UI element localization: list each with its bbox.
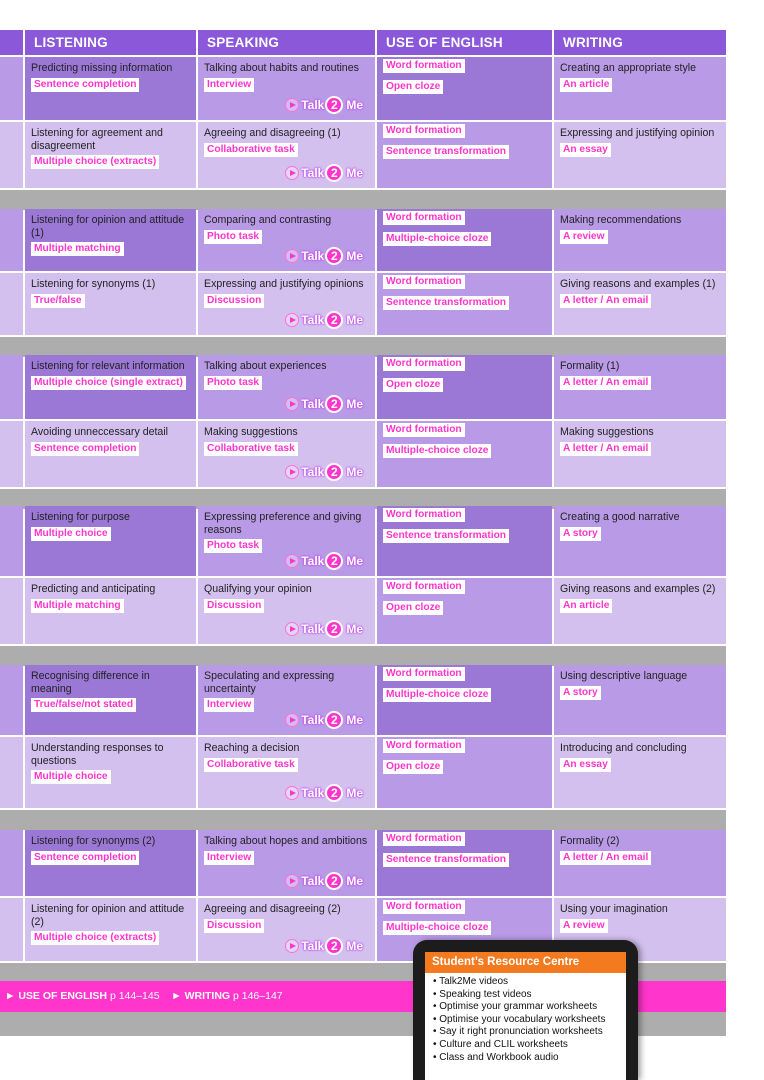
play-icon bbox=[285, 713, 299, 727]
talk2me-word: Talk bbox=[301, 621, 325, 636]
task-tag: A letter / An email bbox=[560, 442, 651, 456]
cell-listening bbox=[25, 57, 196, 120]
cell-listening bbox=[25, 578, 196, 644]
skill-text: Listening for opinion and attitude (1) bbox=[31, 214, 185, 239]
task-tag: A letter / An email bbox=[560, 294, 651, 308]
play-icon bbox=[285, 313, 299, 327]
skill-text: Creating an appropriate style bbox=[560, 62, 697, 74]
task-tag: Word formation bbox=[383, 739, 465, 753]
talk2me-digit: 2 bbox=[325, 395, 343, 413]
talk2me-digit: 2 bbox=[325, 937, 343, 955]
skill-text: Formality (2) bbox=[560, 835, 620, 847]
task-tag: Interview bbox=[204, 851, 254, 865]
task-tag: Word formation bbox=[383, 832, 465, 846]
task-tag: Collaborative task bbox=[204, 442, 298, 456]
talk2me-word: Talk bbox=[301, 312, 325, 327]
cell-use-of-english bbox=[377, 355, 552, 419]
cell-use-of-english bbox=[377, 273, 552, 335]
resource-item: • Optimise your grammar worksheets bbox=[433, 1001, 626, 1014]
play-icon bbox=[285, 874, 299, 888]
cell-use-of-english bbox=[377, 578, 552, 644]
talk2me-digit: 2 bbox=[325, 784, 343, 802]
footer-use-of-english-pages: p 144–145 bbox=[109, 990, 160, 1002]
cell-writing bbox=[554, 355, 726, 419]
unit-stub bbox=[0, 122, 23, 188]
talk2me-badge[interactable] bbox=[285, 552, 363, 570]
cell-writing bbox=[554, 122, 726, 188]
task-tag: An article bbox=[560, 599, 612, 613]
skill-text: Reaching a decision bbox=[204, 742, 300, 754]
task-tag: Open cloze bbox=[383, 601, 443, 615]
skill-text: Giving reasons and examples (1) bbox=[560, 278, 716, 290]
unit-stub bbox=[0, 830, 23, 896]
cell-use-of-english bbox=[377, 665, 552, 735]
cell-speaking bbox=[198, 355, 375, 419]
cell-speaking bbox=[198, 830, 375, 896]
cell-use-of-english bbox=[377, 421, 552, 487]
task-tag: Collaborative task bbox=[204, 143, 298, 157]
unit-stub bbox=[0, 273, 23, 335]
cell-writing bbox=[554, 209, 726, 271]
footer-use-of-english-label: USE OF ENGLISH bbox=[18, 990, 108, 1002]
header-writing: WRITING bbox=[554, 30, 726, 55]
header-speaking: SPEAKING bbox=[198, 30, 375, 55]
arrow-icon: ► bbox=[5, 990, 16, 1002]
task-tag: A story bbox=[560, 686, 601, 700]
talk2me-badge[interactable] bbox=[285, 311, 363, 329]
talk2me-word: Me bbox=[346, 712, 363, 727]
task-tag: A letter / An email bbox=[560, 851, 651, 865]
task-tag: Multiple choice bbox=[31, 770, 111, 784]
skill-text: Listening for relevant information bbox=[31, 360, 185, 372]
skill-text: Talking about experiences bbox=[204, 360, 327, 372]
resource-item: • Optimise your vocabulary worksheets bbox=[433, 1014, 626, 1027]
task-tag: An essay bbox=[560, 143, 611, 157]
skill-text: Making suggestions bbox=[560, 426, 654, 438]
talk2me-word: Talk bbox=[301, 938, 325, 953]
task-tag: Open cloze bbox=[383, 378, 443, 392]
play-icon bbox=[285, 166, 299, 180]
skill-text: Making suggestions bbox=[204, 426, 298, 438]
task-tag: Multiple-choice cloze bbox=[383, 232, 491, 246]
task-tag: Sentence transformation bbox=[383, 296, 509, 310]
resource-centre-title: Student’s Resource Centre bbox=[425, 952, 626, 973]
task-tag: Photo task bbox=[204, 539, 262, 553]
task-tag: Interview bbox=[204, 78, 254, 92]
task-tag: Word formation bbox=[383, 667, 465, 681]
cell-writing bbox=[554, 506, 726, 576]
unit-stub bbox=[0, 421, 23, 487]
unit-stub bbox=[0, 665, 23, 735]
skill-text: Expressing and justifying opinions bbox=[204, 278, 364, 290]
cell-use-of-english bbox=[377, 57, 552, 120]
cell-speaking bbox=[198, 421, 375, 487]
resource-item: • Say it right pronunciation worksheets bbox=[433, 1026, 626, 1039]
talk2me-digit: 2 bbox=[325, 311, 343, 329]
task-tag: A letter / An email bbox=[560, 376, 651, 390]
cell-speaking bbox=[198, 506, 375, 576]
cell-use-of-english bbox=[377, 737, 552, 808]
task-tag: Word formation bbox=[383, 900, 465, 914]
task-tag: Word formation bbox=[383, 508, 465, 522]
task-tag: Open cloze bbox=[383, 760, 443, 774]
skill-text: Comparing and contrasting bbox=[204, 214, 332, 226]
skill-text: Using your imagination bbox=[560, 903, 668, 915]
talk2me-word: Me bbox=[346, 165, 363, 180]
talk2me-word: Me bbox=[346, 621, 363, 636]
talk2me-digit: 2 bbox=[325, 620, 343, 638]
footer-writing-pages: p 146–147 bbox=[233, 990, 283, 1002]
cell-writing bbox=[554, 578, 726, 644]
talk2me-word: Talk bbox=[301, 396, 325, 411]
talk2me-digit: 2 bbox=[325, 872, 343, 890]
task-tag: Sentence completion bbox=[31, 851, 139, 865]
cell-listening bbox=[25, 830, 196, 896]
task-tag: Sentence completion bbox=[31, 78, 139, 92]
skill-text: Listening for opinion and attitude (2) bbox=[31, 903, 185, 928]
talk2me-word: Me bbox=[346, 785, 363, 800]
task-tag: An essay bbox=[560, 758, 611, 772]
task-tag: Collaborative task bbox=[204, 758, 298, 772]
talk2me-badge[interactable] bbox=[285, 96, 363, 114]
talk2me-badge[interactable] bbox=[285, 937, 363, 955]
talk2me-word: Talk bbox=[301, 785, 325, 800]
skill-text: Agreeing and disagreeing (1) bbox=[204, 127, 341, 139]
talk2me-word: Me bbox=[346, 938, 363, 953]
task-tag: Multiple choice bbox=[31, 527, 111, 541]
unit-stub bbox=[0, 737, 23, 808]
cell-speaking bbox=[198, 665, 375, 735]
task-tag: Multiple matching bbox=[31, 242, 124, 256]
talk2me-word: Me bbox=[346, 396, 363, 411]
cell-speaking bbox=[198, 57, 375, 120]
task-tag: Multiple choice (single extract) bbox=[31, 376, 186, 390]
skill-text: Recognising difference in meaning bbox=[31, 670, 150, 695]
cell-listening bbox=[25, 273, 196, 335]
cell-writing bbox=[554, 830, 726, 896]
cell-speaking bbox=[198, 578, 375, 644]
skill-text: Talking about habits and routines bbox=[204, 62, 359, 74]
task-tag: A review bbox=[560, 919, 608, 933]
task-tag: Open cloze bbox=[383, 80, 443, 94]
task-tag: True/false bbox=[31, 294, 85, 308]
talk2me-word: Talk bbox=[301, 873, 325, 888]
task-tag: Word formation bbox=[383, 357, 465, 371]
task-tag: Word formation bbox=[383, 423, 465, 437]
task-tag: True/false/not stated bbox=[31, 698, 136, 712]
talk2me-badge[interactable] bbox=[285, 247, 363, 265]
skill-text: Expressing preference and giving reasons bbox=[204, 511, 362, 536]
skill-text: Giving reasons and examples (2) bbox=[560, 583, 716, 595]
cell-listening bbox=[25, 355, 196, 419]
task-tag: Interview bbox=[204, 698, 254, 712]
skill-text: Agreeing and disagreeing (2) bbox=[204, 903, 341, 915]
header-stub bbox=[0, 30, 23, 55]
cell-use-of-english bbox=[377, 209, 552, 271]
skill-text: Making recommendations bbox=[560, 214, 682, 226]
play-icon bbox=[285, 465, 299, 479]
task-tag: Photo task bbox=[204, 376, 262, 390]
task-tag: Discussion bbox=[204, 599, 264, 613]
skill-text: Expressing and justifying opinion bbox=[560, 127, 715, 139]
task-tag: Word formation bbox=[383, 211, 465, 225]
task-tag: Multiple matching bbox=[31, 599, 124, 613]
cell-use-of-english bbox=[377, 122, 552, 188]
task-tag: Sentence transformation bbox=[383, 145, 509, 159]
resource-centre-tablet bbox=[413, 940, 638, 1080]
talk2me-digit: 2 bbox=[325, 164, 343, 182]
unit-stub bbox=[0, 209, 23, 271]
play-icon bbox=[285, 249, 299, 263]
play-icon bbox=[285, 622, 299, 636]
skill-text: Listening for agreement and disagreement bbox=[31, 127, 163, 152]
skill-text: Understanding responses to questions bbox=[31, 742, 164, 767]
talk2me-badge[interactable] bbox=[285, 164, 363, 182]
talk2me-digit: 2 bbox=[325, 96, 343, 114]
resource-item: • Talk2Me videos bbox=[433, 976, 626, 989]
skill-text: Talking about hopes and ambitions bbox=[204, 835, 368, 847]
skill-text: Qualifying your opinion bbox=[204, 583, 312, 595]
talk2me-badge[interactable] bbox=[285, 463, 363, 481]
skill-text: Listening for synonyms (2) bbox=[31, 835, 156, 847]
unit-stub bbox=[0, 898, 23, 961]
cell-speaking bbox=[198, 273, 375, 335]
skill-text: Formality (1) bbox=[560, 360, 620, 372]
talk2me-word: Talk bbox=[301, 553, 325, 568]
talk2me-badge[interactable] bbox=[285, 395, 363, 413]
resource-centre-screen bbox=[425, 952, 626, 1080]
talk2me-word: Me bbox=[346, 248, 363, 263]
skill-text: Speculating and expressing uncertainty bbox=[204, 670, 335, 695]
arrow-icon: ► bbox=[171, 990, 182, 1002]
unit-stub bbox=[0, 355, 23, 419]
unit-separator bbox=[0, 190, 726, 210]
cell-speaking bbox=[198, 737, 375, 808]
cell-speaking bbox=[198, 209, 375, 271]
task-tag: Word formation bbox=[383, 59, 465, 73]
cell-writing bbox=[554, 421, 726, 487]
unit-stub bbox=[0, 506, 23, 576]
talk2me-word: Me bbox=[346, 464, 363, 479]
header-listening: LISTENING bbox=[25, 30, 196, 55]
resource-item: • Class and Workbook audio bbox=[433, 1052, 626, 1065]
skill-text: Predicting missing information bbox=[31, 62, 173, 74]
cell-use-of-english bbox=[377, 506, 552, 576]
play-icon bbox=[285, 98, 299, 112]
resource-item: • Culture and CLIL worksheets bbox=[433, 1039, 626, 1052]
unit-stub bbox=[0, 57, 23, 120]
footer-writing-label: WRITING bbox=[184, 990, 231, 1002]
skill-text: Listening for purpose bbox=[31, 511, 130, 523]
task-tag: Discussion bbox=[204, 919, 264, 933]
talk2me-badge[interactable] bbox=[285, 784, 363, 802]
cell-listening bbox=[25, 737, 196, 808]
task-tag: Sentence completion bbox=[31, 442, 139, 456]
skill-text: Creating a good narrative bbox=[560, 511, 680, 523]
skill-text: Predicting and anticipating bbox=[31, 583, 156, 595]
talk2me-digit: 2 bbox=[325, 247, 343, 265]
talk2me-badge[interactable] bbox=[285, 620, 363, 638]
task-tag: Multiple-choice cloze bbox=[383, 444, 491, 458]
task-tag: A story bbox=[560, 527, 601, 541]
talk2me-word: Talk bbox=[301, 165, 325, 180]
unit-separator bbox=[0, 337, 726, 357]
task-tag: Photo task bbox=[204, 230, 262, 244]
cell-use-of-english bbox=[377, 830, 552, 896]
talk2me-word: Talk bbox=[301, 248, 325, 263]
cell-listening bbox=[25, 421, 196, 487]
unit-stub bbox=[0, 578, 23, 644]
resource-centre-list bbox=[425, 973, 626, 1064]
task-tag: Multiple choice (extracts) bbox=[31, 155, 159, 169]
play-icon bbox=[285, 554, 299, 568]
skill-text: Introducing and concluding bbox=[560, 742, 687, 754]
task-tag: Multiple choice (extracts) bbox=[31, 931, 159, 945]
cell-speaking bbox=[198, 898, 375, 961]
task-tag: Word formation bbox=[383, 580, 465, 594]
talk2me-word: Talk bbox=[301, 464, 325, 479]
task-tag: Multiple-choice cloze bbox=[383, 688, 491, 702]
cell-listening bbox=[25, 665, 196, 735]
unit-separator bbox=[0, 646, 726, 666]
task-tag: Multiple-choice cloze bbox=[383, 921, 491, 935]
cell-writing bbox=[554, 57, 726, 120]
task-tag: Word formation bbox=[383, 275, 465, 289]
talk2me-word: Me bbox=[346, 97, 363, 112]
task-tag: A review bbox=[560, 230, 608, 244]
task-tag: Sentence transformation bbox=[383, 853, 509, 867]
cell-listening bbox=[25, 209, 196, 271]
talk2me-digit: 2 bbox=[325, 463, 343, 481]
talk2me-word: Me bbox=[346, 312, 363, 327]
cell-listening bbox=[25, 122, 196, 188]
cell-writing bbox=[554, 665, 726, 735]
skill-text: Listening for synonyms (1) bbox=[31, 278, 156, 290]
resource-item: • Speaking test videos bbox=[433, 989, 626, 1002]
task-tag: An article bbox=[560, 78, 612, 92]
talk2me-digit: 2 bbox=[325, 711, 343, 729]
play-icon bbox=[285, 397, 299, 411]
cell-listening bbox=[25, 898, 196, 961]
cell-writing bbox=[554, 273, 726, 335]
cell-speaking bbox=[198, 122, 375, 188]
talk2me-badge[interactable] bbox=[285, 711, 363, 729]
task-tag: Discussion bbox=[204, 294, 264, 308]
unit-separator bbox=[0, 810, 726, 830]
talk2me-digit: 2 bbox=[325, 552, 343, 570]
task-tag: Word formation bbox=[383, 124, 465, 138]
play-icon bbox=[285, 939, 299, 953]
skill-text: Using descriptive language bbox=[560, 670, 688, 682]
task-tag: Sentence transformation bbox=[383, 529, 509, 543]
cell-listening bbox=[25, 506, 196, 576]
skill-text: Avoiding unneccessary detail bbox=[31, 426, 169, 438]
talk2me-word: Me bbox=[346, 553, 363, 568]
talk2me-word: Talk bbox=[301, 712, 325, 727]
header-use-of-english: USE OF ENGLISH bbox=[377, 30, 552, 55]
cell-writing bbox=[554, 737, 726, 808]
play-icon bbox=[285, 786, 299, 800]
talk2me-word: Talk bbox=[301, 97, 325, 112]
talk2me-badge[interactable] bbox=[285, 872, 363, 890]
talk2me-word: Me bbox=[346, 873, 363, 888]
